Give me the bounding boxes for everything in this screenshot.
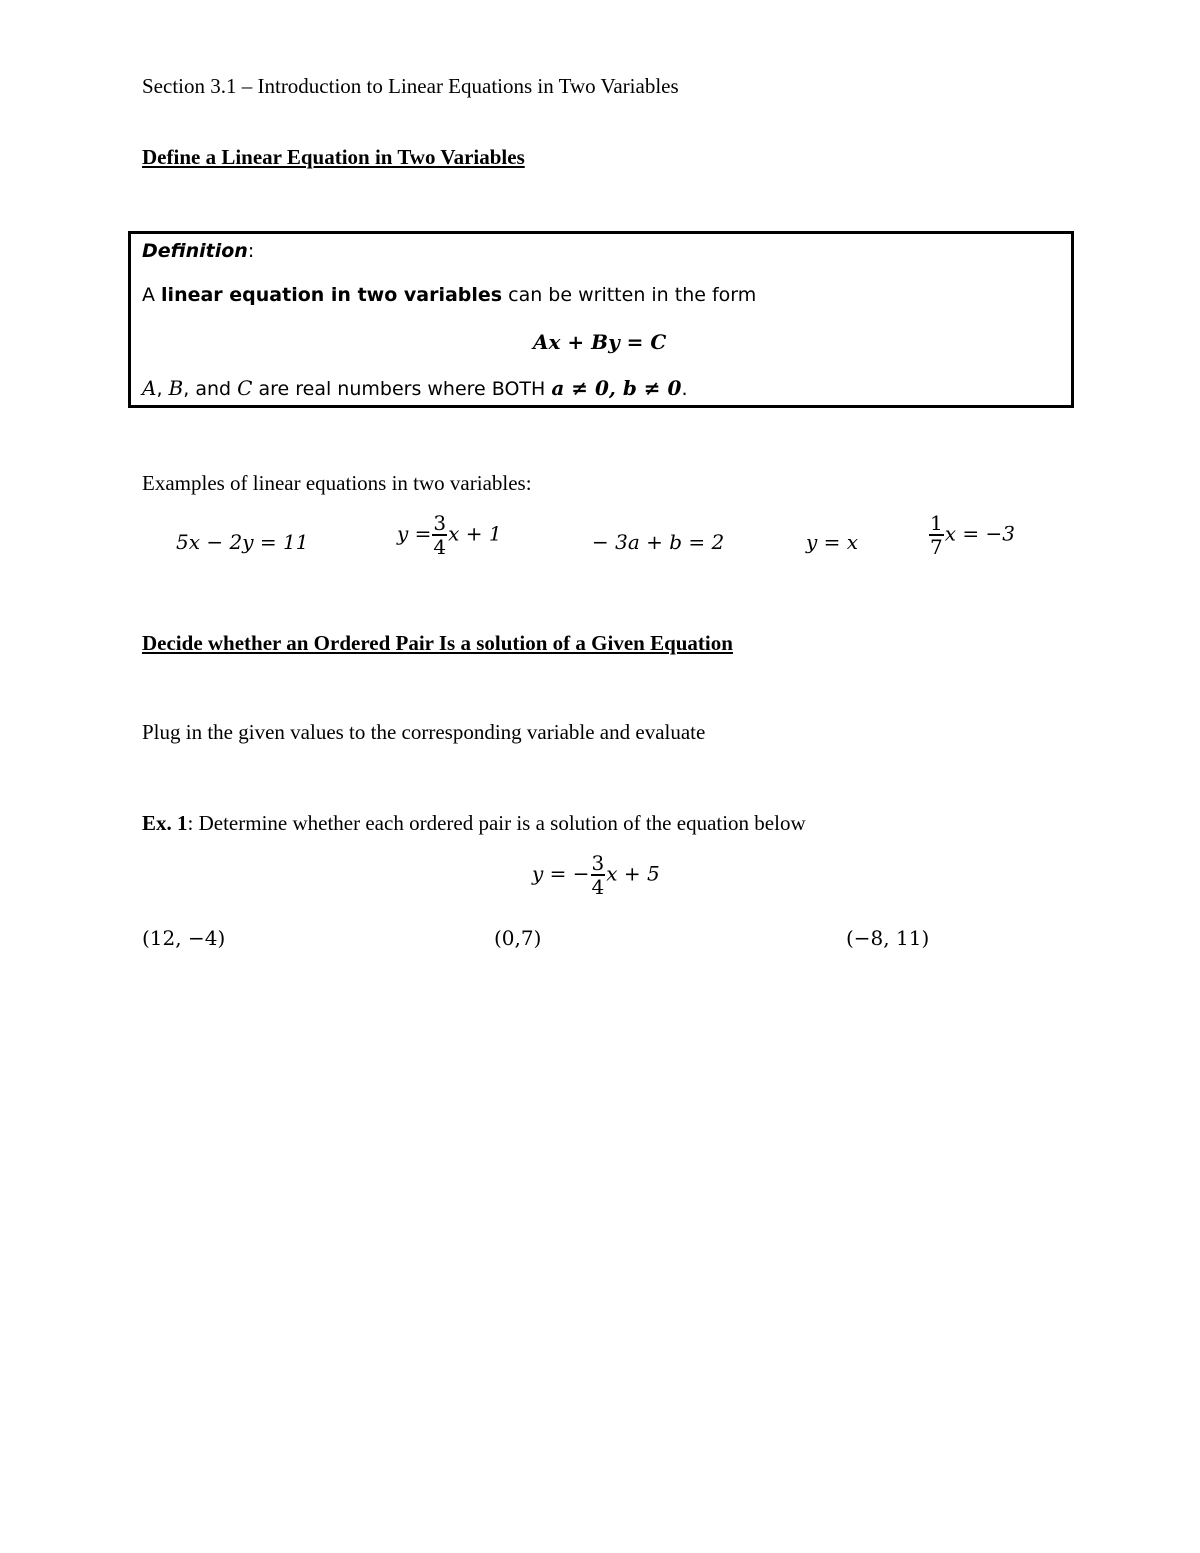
definition-text-rest: can be written in the form (502, 284, 757, 306)
ordered-pair-3: (−8, 11) (846, 926, 930, 950)
example-equation-1: 5x − 2y = 11 (176, 530, 309, 554)
definition-text (142, 284, 756, 306)
examples-intro: Examples of linear equations in two variables: (142, 471, 532, 495)
ordered-pair-2: (0,7) (494, 926, 542, 950)
condition-nonzero: a ≠ 0, b ≠ 0 (551, 376, 682, 400)
example-1-text: : Determine whether each ordered pair is a solution of the equation below (187, 811, 806, 835)
fraction-3-4: $\frac{3}{4}$ (433, 511, 447, 559)
decide-instruction: Plug in the given values to the corresponding variable and evaluate (142, 720, 706, 744)
definition-text-a: A (142, 284, 162, 306)
definition-label-line (142, 240, 254, 262)
standard-form-equation: Ax + By = C (533, 330, 667, 354)
ordered-pair-1: (12, −4) (142, 926, 226, 950)
example-equation-3: − 3a + b = 2 (592, 530, 725, 554)
decide-heading: Decide whether an Ordered Pair Is a solution of a Given Equation (142, 631, 733, 655)
fraction-1-7: $\frac{1}{7}$ (930, 511, 943, 559)
example-1-label: Ex. 1 (142, 811, 188, 835)
section-title: Section 3.1 – Introduction to Linear Equations in Two Variables (142, 74, 679, 98)
example-equation-4: y = x (806, 530, 859, 554)
example-equation-5: $\frac{1}{7}$ x = −3 (930, 511, 1015, 559)
define-heading: Define a Linear Equation in Two Variables (142, 145, 525, 169)
example-equation-2: y = $\frac{3}{4}$ x + 1 (397, 511, 502, 559)
definition-colon: : (247, 240, 255, 262)
fraction-3-4-neg: $\frac{3}{4}$ (591, 851, 605, 899)
definition-condition: A, B, and C are real numbers where BOTH a ≠ 0, b ≠ 0. (142, 376, 688, 400)
example-1-prompt (142, 811, 806, 836)
definition-label: Definition (142, 240, 248, 262)
definition-term: linear equation in two variables (161, 284, 503, 306)
example-1-equation: y = − $\frac{3}{4}$ x + 5 (532, 851, 660, 899)
